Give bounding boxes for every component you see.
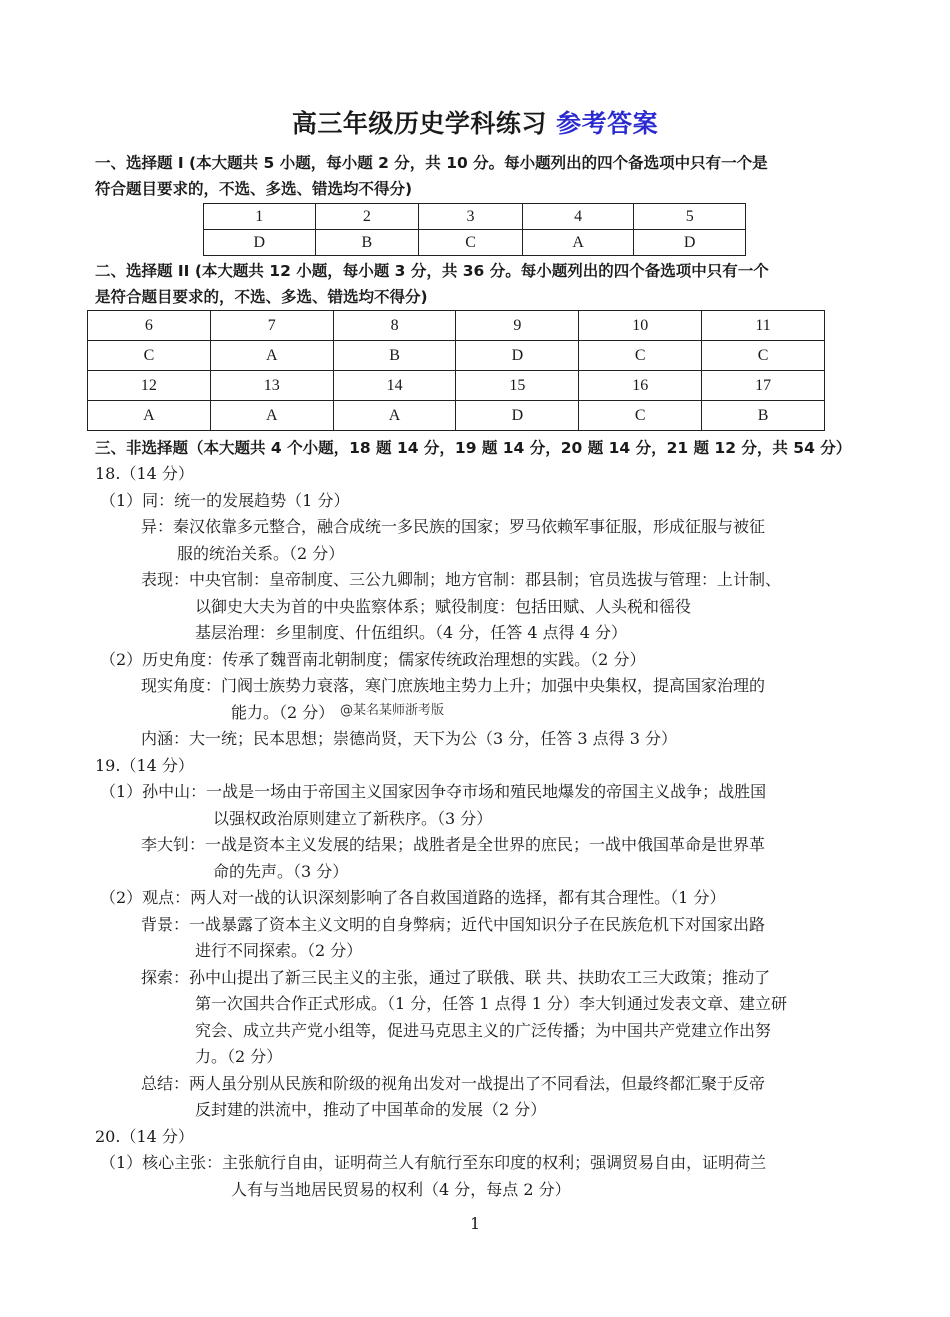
section1-answer-row: D B C A D (204, 230, 746, 256)
q19-header: 19.（14 分） (95, 756, 194, 775)
q18-2-history: （2）历史角度：传承了魏晋南北朝制度；儒家传统政治理想的实践。（2 分） (100, 650, 646, 669)
q18-1-same: （1）同：统一的发展趋势（1 分） (100, 491, 350, 510)
section1-answer-table (203, 203, 746, 256)
section1-number-row: 1 2 3 4 5 (204, 204, 746, 230)
q18-header: 18.（14 分） (95, 464, 194, 483)
q18-1-diff: 异：秦汉依靠多元整合，融合成统一多民族的国家；罗马依赖军事征服，形成征服与被征 (141, 517, 766, 536)
q19-1-sun: （1）孙中山：一战是一场由于帝国主义国家因争夺市场和殖民地爆发的帝国主义战争；战胜国 (100, 782, 767, 801)
q19-2-explore-cont2: 究会、成立共产党小组等，促进马克思主义的广泛传播；为中国共产党建立作出努 (195, 1021, 772, 1040)
q19-2-explore: 探索：孙中山提出了新三民主义的主张，通过了联俄、联 共、扶助农工三大政策；推动了 (141, 968, 771, 987)
page-title (0, 104, 950, 140)
q19-2-background-cont: 进行不同探索。（2 分） (195, 941, 363, 960)
section2-heading: 二、选择题 II (本大题共 12 小题，每小题 3 分，共 36 分。每小题列出的四个备选项中只有一个 是符合题目要求的，不选、多选、错选均不得分) (95, 262, 769, 306)
title-main: 高三年级历史学科练习 (291, 109, 547, 138)
q19-1-sun-cont: 以强权政治原则建立了新秩序。（3 分） (213, 809, 493, 828)
q19-2-summary-cont: 反封建的洪流中，推动了中国革命的发展（2 分） (195, 1100, 547, 1119)
q19-2-view: （2）观点：两人对一战的认识深刻影响了各自救国道路的选择，都有其合理性。（1 分） (100, 888, 726, 907)
q18-2-connotation: 内涵：大一统；民本思想；崇德尚贤，天下为公（3 分，任答 3 点得 3 分） (141, 729, 677, 748)
q18-1-diff-cont: 服的统治关系。（2 分） (177, 544, 345, 563)
q20-1-core-cont: 人有与当地居民贸易的权利（4 分，每点 2 分） (231, 1180, 571, 1199)
page-number: 1 (470, 1214, 481, 1233)
title-highlight: 参考答案 (556, 109, 659, 138)
q18-1-manifest-cont: 以御史大夫为首的中央监察体系；赋役制度：包括田赋、人头税和徭役 (195, 597, 692, 616)
q20-header: 20.（14 分） (95, 1127, 194, 1146)
q20-1-core: （1）核心主张：主张航行自由，证明荷兰人有航行至东印度的权利；强调贸易自由，证明荷兰 (100, 1153, 767, 1172)
section3-heading: 三、非选择题（本大题共 4 个小题，18 题 14 分，19 题 14 分，20 题 14 分，21 题 12 分，共 54 分） (95, 439, 852, 457)
q19-1-li: 李大钊：一战是资本主义发展的结果；战胜者是全世界的庶民；一战中俄国革命是世界革 (141, 835, 766, 854)
watermark: @某名某师浙考版 (340, 703, 445, 718)
q19-1-li-cont: 命的先声。（3 分） (213, 862, 349, 881)
section2-number-row-2: 12 13 14 15 16 17 (88, 371, 825, 401)
section2-answer-table (87, 310, 825, 431)
q18-2-reality-cont: 能力。（2 分） (231, 703, 335, 722)
section2-answer-row-2: A A A D C B (88, 401, 825, 431)
q18-1-manifest: 表现：中央官制：皇帝制度、三公九卿制；地方官制：郡县制；官员选拔与管理：上计制、 (141, 570, 782, 589)
q18-2-reality: 现实角度：门阀士族势力衰落，寒门庶族地主势力上升；加强中央集权，提高国家治理的 (141, 676, 766, 695)
q19-2-explore-cont1: 第一次国共合作正式形成。（1 分，任答 1 点得 1 分）李大钊通过发表文章、建立研 (195, 994, 787, 1013)
section1-heading: 一、选择题 I (本大题共 5 小题，每小题 2 分，共 10 分。每小题列出的四个备选项中只有一个是 符合题目要求的，不选、多选、错选均不得分) (95, 154, 768, 198)
q19-2-background: 背景：一战暴露了资本主义文明的自身弊病；近代中国知识分子在民族危机下对国家出路 (141, 915, 766, 934)
section2-answer-row-1: C A B D C C (88, 341, 825, 371)
q19-2-explore-cont3: 力。（2 分） (195, 1047, 283, 1066)
q19-2-summary: 总结：两人虽分别从民族和阶级的视角出发对一战提出了不同看法，但最终都汇聚于反帝 (141, 1074, 766, 1093)
section2-number-row-1: 6 7 8 9 10 11 (88, 311, 825, 341)
q18-1-grassroots: 基层治理：乡里制度、什伍组织。（4 分，任答 4 点得 4 分） (195, 623, 627, 642)
